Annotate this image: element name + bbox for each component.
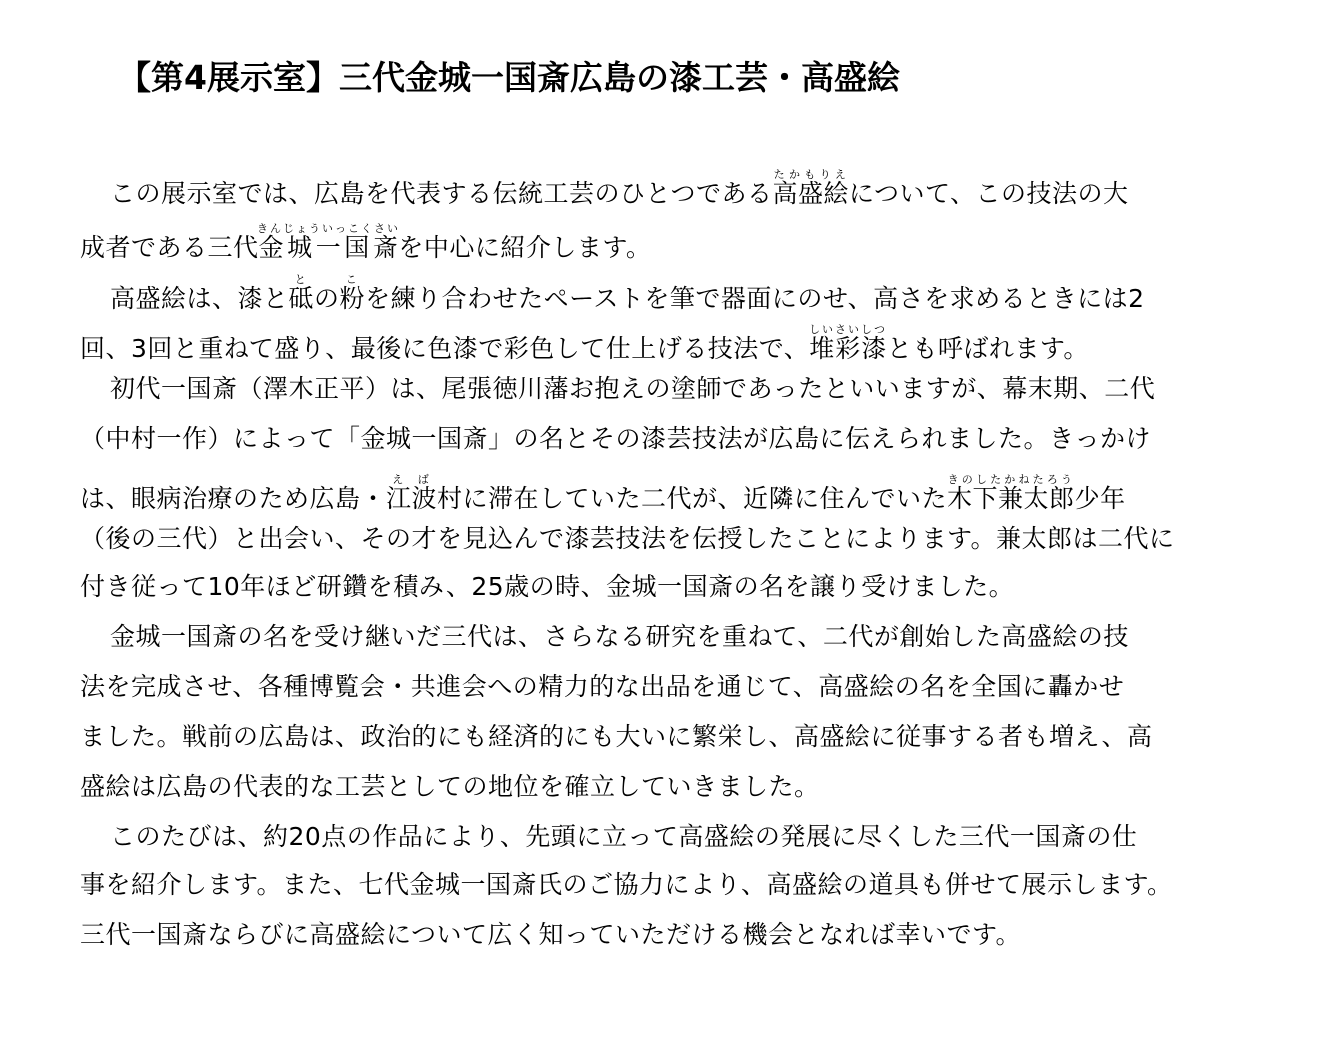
ruby-kinjo-ikkokusai: 金城一国斎きんじょういっこくさい <box>256 222 400 262</box>
paragraph-2-line-2: 回、3回と重ねて盛り、最後に色漆で彩色して仕上げる技法で、堆彩漆しいさいしつとも呼ばれます。 <box>80 323 1089 363</box>
paragraph-3-line-3: は、眼病治療のため広島・江波えば村に滞在していた二代が、近隣に住んでいた木下兼太郎きのしたかねたろう少年 <box>80 473 1126 513</box>
paragraph-4-line-1: 金城一国斎の名を受け継いだ三代は、さらなる研究を重ねて、二代が創始した高盛絵の技 <box>110 622 1129 651</box>
ruby-kinoshita-kanetaro: 木下兼太郎きのしたかねたろう <box>947 473 1075 513</box>
ruby-eba: 江波えば <box>386 473 438 513</box>
paragraph-4-line-3: ました。戦前の広島は、政治的にも経済的にも大いに繁栄し、高盛絵に従事する者も増え、高 <box>80 722 1153 751</box>
page-title: 【第4展示室】三代金城一国斎広島の漆工芸・高盛絵 <box>118 58 900 97</box>
paragraph-3-line-1: 初代一国斎（澤木正平）は、尾張徳川藩お抱えの塗師であったといいますが、幕末期、二代 <box>110 374 1156 403</box>
ruby-shiisaishitsu: 堆彩漆しいさいしつ <box>809 323 888 363</box>
paragraph-4-line-4: 盛絵は広島の代表的な工芸としての地位を確立していきました。 <box>80 772 820 801</box>
paragraph-3-line-5: 付き従って10年ほど研鑽を積み、25歳の時、金城一国斎の名を譲り受けました。 <box>80 572 1015 601</box>
paragraph-5-line-2: 事を紹介します。また、七代金城一国斎氏のご協力により、高盛絵の道具も併せて展示します。 <box>80 870 1173 899</box>
paragraph-5-line-3: 三代一国斎ならびに高盛絵について広く知っていただける機会となれば幸いです。 <box>80 920 1022 949</box>
ruby-ko: 粉こ <box>339 273 366 313</box>
paragraph-5-line-1: このたびは、約20点の作品により、先頭に立って高盛絵の発展に尽くした三代一国斎の仕 <box>110 822 1138 851</box>
paragraph-4-line-2: 法を完成させ、各種博覧会・共進会への精力的な出品を通じて、高盛絵の名を全国に轟かせ <box>80 672 1125 701</box>
paragraph-1-line-2: 成者である三代金城一国斎きんじょういっこくさいを中心に紹介します。 <box>80 222 652 262</box>
ruby-takamorie: 高盛絵たかもりえ <box>772 168 850 208</box>
paragraph-2-line-1: 高盛絵は、漆と砥との粉こを練り合わせたペーストを筆で器面にのせ、高さを求めるときには2 <box>110 273 1145 313</box>
paragraph-3-line-4: （後の三代）と出会い、その才を見込んで漆芸技法を伝授したことによります。兼太郎は二代に <box>80 524 1175 553</box>
ruby-to: 砥と <box>288 273 315 313</box>
paragraph-3-line-2: （中村一作）によって「金城一国斎」の名とその漆芸技法が広島に伝えられました。きっかけ <box>80 424 1152 453</box>
paragraph-1-line-1: この展示室では、広島を代表する伝統工芸のひとつである高盛絵たかもりえについて、この技法の大 <box>110 168 1129 208</box>
